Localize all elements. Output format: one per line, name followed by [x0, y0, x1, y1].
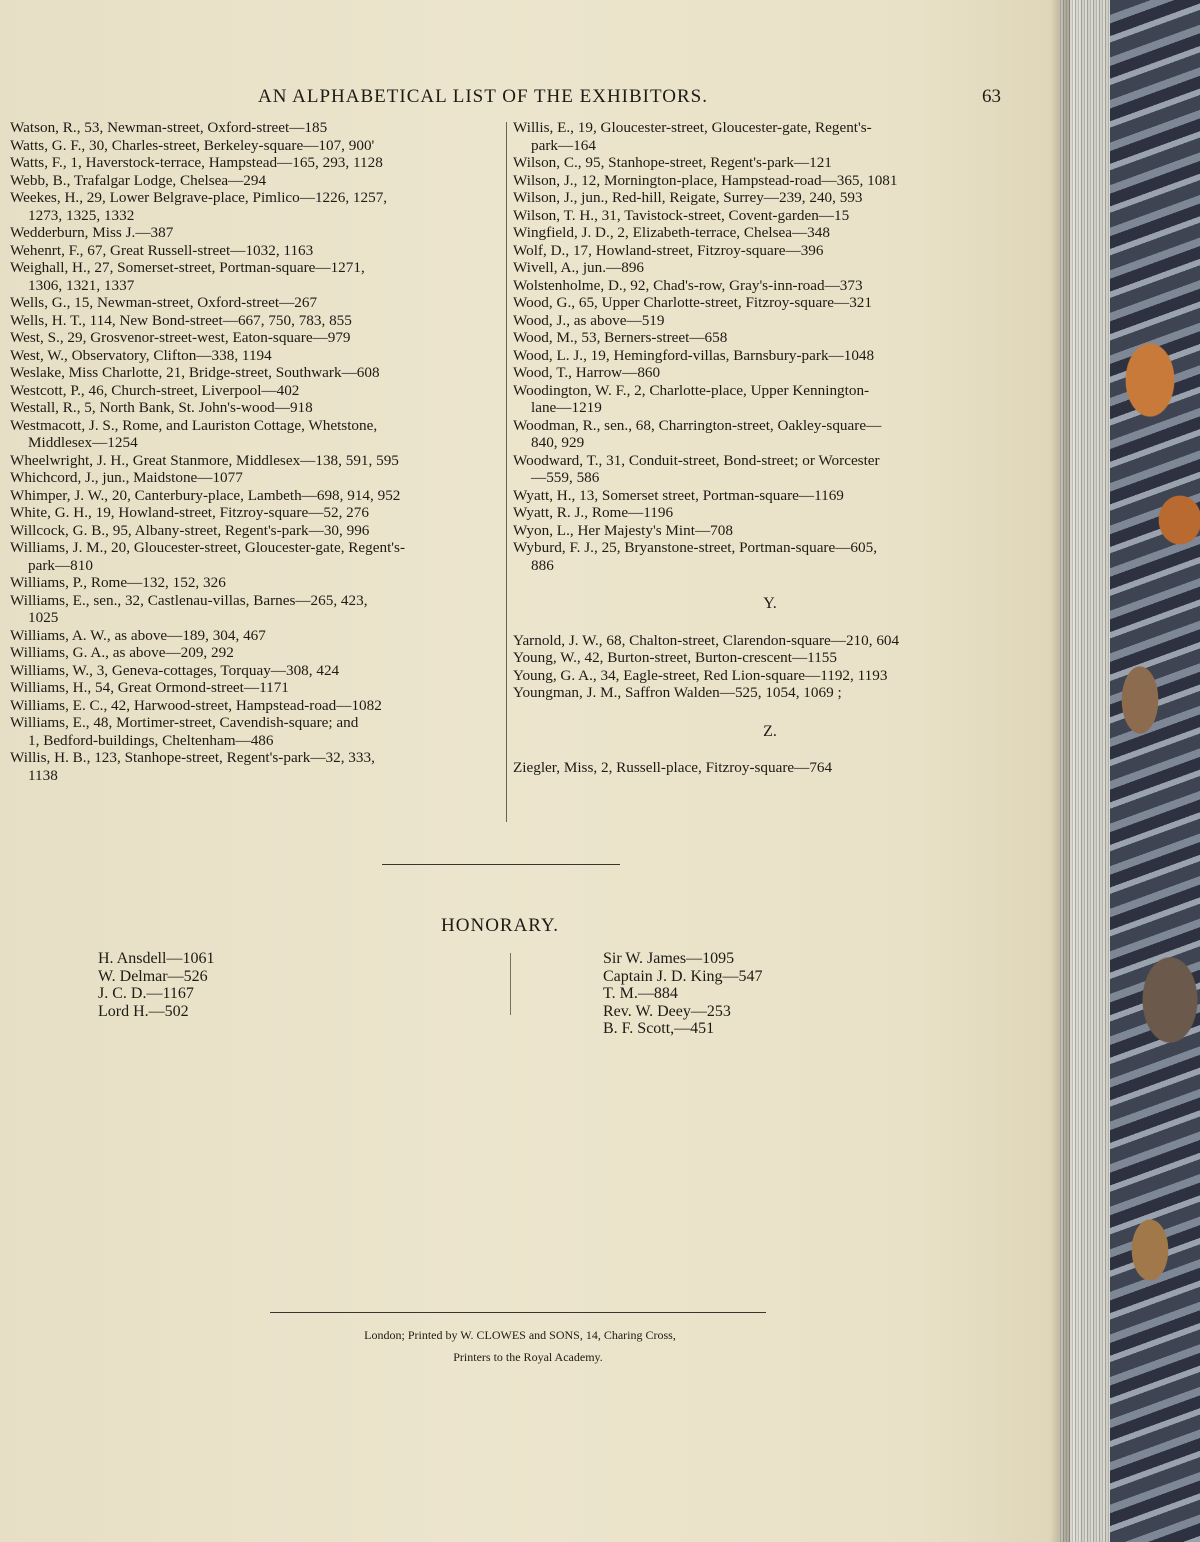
- honorary-entry: Captain J. D. King—547: [603, 967, 763, 985]
- entry-line: West, W., Observatory, Clifton—338, 1194: [10, 346, 272, 364]
- exhibitor-entry: Young, G. A., 34, Eagle-street, Red Lion-square—1192, 1193: [513, 666, 888, 684]
- exhibitor-entry: [10, 417, 500, 452]
- entry-line: Williams, E. C., 42, Harwood-street, Hampstead-road—1082: [10, 696, 382, 714]
- exhibitor-entry: [513, 277, 1007, 295]
- exhibitor-entry: [10, 487, 500, 505]
- exhibitor-column-left: [10, 119, 500, 784]
- exhibitor-entry: [10, 259, 500, 294]
- entry-line: Watson, R., 53, Newman-street, Oxford-street—185: [10, 119, 328, 136]
- entry-line: Wood, G., 65, Upper Charlotte-street, Fitzroy-square—321: [513, 294, 872, 311]
- exhibitor-entry: [513, 259, 1007, 277]
- entry-line: Wood, T., Harrow—860: [513, 364, 661, 381]
- entry-line: Webb, B., Trafalgar Lodge, Chelsea—294: [10, 171, 267, 189]
- entry-line: Woodington, W. F., 2, Charlotte-place, Upper Kennington-: [513, 381, 870, 399]
- entry-line: Willis, E., 19, Gloucester-street, Gloucester-gate, Regent's-: [513, 119, 872, 136]
- entry-line: Westcott, P., 46, Church-street, Liverpool—402: [10, 381, 300, 399]
- exhibitor-entry: [10, 294, 500, 312]
- exhibitor-entry: [513, 242, 1007, 260]
- exhibitor-entry: [10, 224, 500, 242]
- entry-line: Whichcord, J., jun., Maidstone—1077: [10, 469, 243, 486]
- section-rule: [382, 864, 620, 865]
- exhibitor-entry: [513, 452, 1007, 487]
- entry-line: Wilson, J., 12, Mornington-place, Hampstead-road—365, 1081: [513, 171, 898, 189]
- entry-line: Wilson, T. H., 31, Tavistock-street, Covent-garden—15: [513, 206, 850, 224]
- section-heading-z: Z.: [763, 722, 777, 740]
- entry-line: Watts, F., 1, Haverstock-terrace, Hampstead—165, 293, 1128: [10, 154, 383, 171]
- entry-line: Wyatt, H., 13, Somerset street, Portman-square—1169: [513, 486, 844, 504]
- section-heading-y: Y.: [763, 595, 777, 612]
- entry-line: Wyburd, F. J., 25, Bryanstone-street, Portman-square—605,: [513, 539, 877, 556]
- entry-line: Whimper, J. W., 20, Canterbury-place, Lambeth—698, 914, 952: [10, 486, 401, 504]
- entry-line: White, G. H., 19, Howland-street, Fitzroy-square—52, 276: [10, 504, 369, 521]
- exhibitor-entry: Ziegler, Miss, 2, Russell-place, Fitzroy-square—764: [513, 759, 833, 776]
- entry-line: Williams, J. M., 20, Gloucester-street, Gloucester-gate, Regent's-: [10, 539, 406, 556]
- entry-line: Williams, W., 3, Geneva-cottages, Torquay—308, 424: [10, 661, 340, 679]
- exhibitor-entry: [513, 364, 1007, 382]
- exhibitor-entry: [10, 382, 500, 400]
- exhibitor-entry: [513, 224, 1007, 242]
- entry-continuation: park—164: [531, 136, 596, 154]
- entry-continuation: 886: [531, 556, 554, 574]
- exhibitor-entry: [10, 522, 500, 540]
- exhibitor-entry: Youngman, J. M., Saffron Walden—525, 1054, 1069 ;: [513, 684, 842, 701]
- exhibitor-entry: [513, 119, 1007, 154]
- w-entries-right: [513, 119, 1007, 574]
- honorary-entry: Lord H.—502: [98, 1002, 189, 1020]
- exhibitor-entry: [10, 154, 500, 172]
- honorary-entry: H. Ansdell—1061: [98, 950, 215, 967]
- exhibitor-entry: [10, 714, 500, 749]
- entry-line: Weekes, H., 29, Lower Belgrave-place, Pimlico—1226, 1257,: [10, 189, 388, 206]
- entry-line: Williams, A. W., as above—189, 304, 467: [10, 626, 266, 644]
- entry-continuation: park—810: [28, 556, 93, 574]
- exhibitor-entry: [10, 364, 500, 382]
- exhibitor-entry: [513, 522, 1007, 540]
- entry-line: Williams, P., Rome—132, 152, 326: [10, 574, 226, 591]
- entry-line: Wolf, D., 17, Howland-street, Fitzroy-square—396: [513, 241, 824, 259]
- entry-line: Weighall, H., 27, Somerset-street, Portman-square—1271,: [10, 259, 365, 276]
- entry-line: Williams, G. A., as above—209, 292: [10, 644, 234, 661]
- entry-line: Westmacott, J. S., Rome, and Lauriston Cottage, Whetstone,: [10, 416, 378, 434]
- exhibitor-entry: Young, W., 42, Burton-street, Burton-crescent—1155: [513, 649, 837, 666]
- exhibitor-entry: [10, 574, 500, 592]
- honorary-column-right: [603, 950, 763, 1038]
- entry-line: Wedderburn, Miss J.—387: [10, 224, 174, 241]
- entry-line: West, S., 29, Grosvenor-street-west, Eaton-square—979: [10, 329, 351, 346]
- entry-line: Williams, H., 54, Great Ormond-street—1171: [10, 679, 289, 696]
- entry-line: Williams, E., 48, Mortimer-street, Cavendish-square; and: [10, 714, 359, 731]
- entry-line: Wingfield, J. D., 2, Elizabeth-terrace, Chelsea—348: [513, 224, 830, 241]
- exhibitor-entry: [10, 119, 500, 137]
- imprint-rule: [270, 1312, 766, 1313]
- exhibitor-entry: [10, 172, 500, 190]
- exhibitor-entry: [10, 137, 500, 155]
- exhibitor-entry: [513, 504, 1007, 522]
- entry-line: Wood, M., 53, Berners-street—658: [513, 329, 728, 346]
- page-number: 63: [982, 86, 1001, 107]
- entry-line: Wilson, J., jun., Red-hill, Reigate, Surrey—239, 240, 593: [513, 189, 863, 206]
- entry-line: Wyon, L., Her Majesty's Mint—708: [513, 521, 733, 539]
- printer-imprint-line-2: Printers to the Royal Academy.: [453, 1350, 603, 1364]
- exhibitor-entry: [513, 347, 1007, 365]
- honorary-divider: [510, 953, 511, 1015]
- column-divider: [506, 122, 507, 822]
- exhibitor-entry: [10, 347, 500, 365]
- entry-continuation: 1025: [28, 609, 59, 626]
- exhibitor-entry: [513, 189, 1007, 207]
- exhibitor-entry: [10, 592, 500, 627]
- entry-line: Weslake, Miss Charlotte, 21, Bridge-street, Southwark—608: [10, 364, 380, 381]
- entry-line: Wilson, C., 95, Stanhope-street, Regent's-park—121: [513, 154, 832, 171]
- entry-continuation: 1138: [28, 766, 58, 784]
- exhibitor-entry: [10, 749, 500, 784]
- page-edge-shadow: [1050, 0, 1070, 1542]
- entry-continuation: lane—1219: [531, 399, 602, 416]
- exhibitor-entry: [10, 452, 500, 470]
- entry-line: Wood, L. J., 19, Hemingford-villas, Barnsbury-park—1048: [513, 346, 875, 364]
- entry-line: Wells, H. T., 114, New Bond-street—667, 750, 783, 855: [10, 311, 352, 329]
- z-entries: [513, 759, 1007, 777]
- entry-line: Watts, G. F., 30, Charles-street, Berkeley-square—107, 900': [10, 136, 375, 154]
- printer-imprint-line-1: London; Printed by W. CLOWES and SONS, 14, Charing Cross,: [364, 1328, 676, 1342]
- honorary-title: HONORARY.: [441, 915, 559, 936]
- honorary-entry: B. F. Scott,—451: [603, 1020, 715, 1038]
- exhibitor-entry: [10, 242, 500, 260]
- exhibitor-entry: [10, 189, 500, 224]
- entry-line: Wolstenholme, D., 92, Chad's-row, Gray's-inn-road—373: [513, 276, 863, 294]
- entry-continuation: 840, 929: [531, 434, 585, 451]
- exhibitor-entry: [513, 329, 1007, 347]
- exhibitor-entry: [513, 382, 1007, 417]
- entry-line: Willcock, G. B., 95, Albany-street, Regent's-park—30, 996: [10, 521, 370, 539]
- entry-line: Westall, R., 5, North Bank, St. John's-wood—918: [10, 399, 313, 416]
- honorary-entry: Sir W. James—1095: [603, 950, 735, 967]
- exhibitor-entry: [513, 172, 1007, 190]
- entry-line: Wood, J., as above—519: [513, 311, 665, 329]
- entry-continuation: 1306, 1321, 1337: [28, 276, 135, 294]
- entry-line: Wehenrt, F., 67, Great Russell-street—1032, 1163: [10, 241, 314, 259]
- running-header: [0, 86, 1080, 112]
- exhibitor-entry: [513, 312, 1007, 330]
- exhibitor-entry: [10, 662, 500, 680]
- honorary-entry: J. C. D.—1167: [98, 985, 194, 1003]
- entry-line: Wheelwright, J. H., Great Stanmore, Middlesex—138, 591, 595: [10, 451, 399, 469]
- honorary-column-left: [98, 950, 214, 1020]
- entry-continuation: 1273, 1325, 1332: [28, 206, 135, 224]
- y-entries: [513, 632, 1007, 702]
- honorary-entry: T. M.—884: [603, 985, 678, 1003]
- exhibitor-entry: [513, 207, 1007, 225]
- entry-line: Wivell, A., jun.—896: [513, 259, 645, 276]
- exhibitor-entry: [10, 627, 500, 645]
- entry-line: Woodward, T., 31, Conduit-street, Bond-street; or Worcester: [513, 451, 880, 469]
- entry-continuation: 1, Bedford-buildings, Cheltenham—486: [28, 731, 274, 749]
- exhibitor-entry: Yarnold, J. W., 68, Chalton-street, Clarendon-square—210, 604: [513, 631, 900, 649]
- exhibitor-entry: [513, 154, 1007, 172]
- exhibitor-column-right: [513, 119, 1007, 777]
- exhibitor-entry: [10, 679, 500, 697]
- entry-continuation: Middlesex—1254: [28, 434, 138, 451]
- exhibitor-entry: [10, 469, 500, 487]
- entry-line: Williams, E., sen., 32, Castlenau-villas, Barnes—265, 423,: [10, 591, 368, 609]
- exhibitor-entry: [10, 329, 500, 347]
- page-title: AN ALPHABETICAL LIST OF THE EXHIBITORS.: [258, 86, 708, 107]
- exhibitor-entry: [10, 504, 500, 522]
- entry-line: Wells, G., 15, Newman-street, Oxford-street—267: [10, 294, 318, 311]
- entry-line: Woodman, R., sen., 68, Charrington-street, Oakley-square—: [513, 416, 882, 434]
- exhibitor-entry: [10, 399, 500, 417]
- exhibitor-entry: [10, 697, 500, 715]
- exhibitor-entry: [10, 644, 500, 662]
- honorary-entry: Rev. W. Deey—253: [603, 1002, 731, 1020]
- exhibitor-entry: [513, 417, 1007, 452]
- honorary-entry: W. Delmar—526: [98, 967, 208, 985]
- entry-continuation: —559, 586: [531, 469, 600, 486]
- exhibitor-entry: [513, 294, 1007, 312]
- exhibitor-entry: [513, 487, 1007, 505]
- exhibitor-entry: [10, 312, 500, 330]
- entry-line: Wyatt, R. J., Rome—1196: [513, 504, 674, 521]
- entry-line: Willis, H. B., 123, Stanhope-street, Regent's-park—32, 333,: [10, 749, 375, 766]
- exhibitor-entry: [513, 539, 1007, 574]
- marbled-cover-edge: [1110, 0, 1200, 1542]
- exhibitor-entry: [10, 539, 500, 574]
